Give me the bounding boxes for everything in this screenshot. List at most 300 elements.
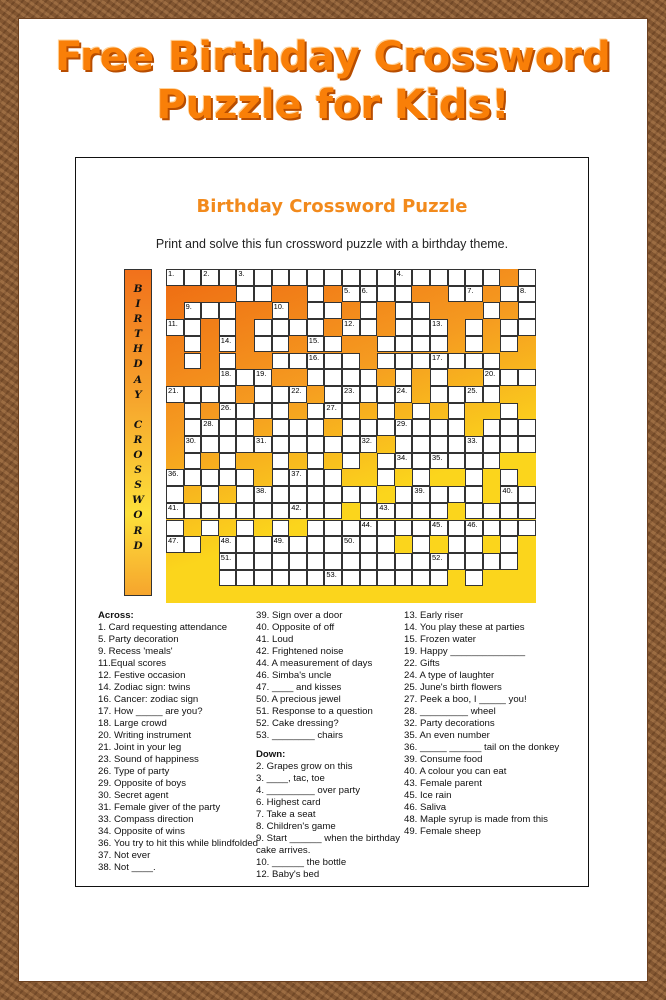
numbered-grid-cell[interactable] bbox=[395, 386, 413, 403]
numbered-grid-cell[interactable] bbox=[360, 286, 378, 303]
grid-cell[interactable] bbox=[289, 486, 307, 503]
grid-cell[interactable] bbox=[272, 403, 290, 420]
numbered-grid-cell[interactable] bbox=[307, 336, 325, 353]
grid-cell[interactable] bbox=[518, 369, 536, 386]
grid-cell[interactable] bbox=[342, 570, 360, 587]
grid-cell[interactable] bbox=[272, 386, 290, 403]
grid-cell[interactable] bbox=[219, 269, 237, 286]
grid-cell[interactable] bbox=[483, 386, 501, 403]
grid-cell[interactable] bbox=[219, 570, 237, 587]
numbered-grid-cell[interactable] bbox=[219, 553, 237, 570]
grid-cell[interactable] bbox=[483, 353, 501, 370]
grid-cell[interactable] bbox=[201, 302, 219, 319]
grid-cell[interactable] bbox=[430, 369, 448, 386]
grid-cell[interactable] bbox=[412, 419, 430, 436]
grid-cell[interactable] bbox=[254, 553, 272, 570]
grid-cell[interactable] bbox=[184, 319, 202, 336]
grid-cell[interactable] bbox=[307, 503, 325, 520]
grid-cell[interactable] bbox=[360, 419, 378, 436]
numbered-grid-cell[interactable] bbox=[289, 469, 307, 486]
numbered-grid-cell[interactable] bbox=[289, 503, 307, 520]
grid-cell[interactable] bbox=[289, 436, 307, 453]
grid-cell[interactable] bbox=[465, 336, 483, 353]
grid-cell[interactable] bbox=[360, 319, 378, 336]
numbered-grid-cell[interactable] bbox=[465, 436, 483, 453]
grid-cell[interactable] bbox=[289, 319, 307, 336]
grid-cell[interactable] bbox=[500, 536, 518, 553]
cell-number: 28. bbox=[203, 419, 214, 429]
banner-letter: S bbox=[134, 479, 142, 492]
grid-cell[interactable] bbox=[184, 419, 202, 436]
grid-cell[interactable] bbox=[412, 570, 430, 587]
grid-cell[interactable] bbox=[395, 353, 413, 370]
grid-cell[interactable] bbox=[166, 520, 184, 537]
grid-cell[interactable] bbox=[430, 386, 448, 403]
grid-cell[interactable] bbox=[219, 353, 237, 370]
grid-cell[interactable] bbox=[430, 486, 448, 503]
numbered-grid-cell[interactable] bbox=[254, 436, 272, 453]
grid-cell[interactable] bbox=[360, 386, 378, 403]
grid-cell[interactable] bbox=[272, 503, 290, 520]
numbered-grid-cell[interactable] bbox=[465, 520, 483, 537]
grid-cell[interactable] bbox=[201, 469, 219, 486]
grid-cell[interactable] bbox=[254, 269, 272, 286]
grid-cell[interactable] bbox=[360, 553, 378, 570]
grid-cell[interactable] bbox=[272, 469, 290, 486]
numbered-grid-cell[interactable] bbox=[500, 486, 518, 503]
grid-cell[interactable] bbox=[360, 503, 378, 520]
grid-cell[interactable] bbox=[307, 486, 325, 503]
banner-letter: T bbox=[134, 328, 142, 341]
grid-cell[interactable] bbox=[272, 353, 290, 370]
grid-cell[interactable] bbox=[377, 269, 395, 286]
grid-cell[interactable] bbox=[395, 336, 413, 353]
grid-cell[interactable] bbox=[483, 453, 501, 470]
grid-cell[interactable] bbox=[254, 286, 272, 303]
numbered-grid-cell[interactable] bbox=[272, 536, 290, 553]
numbered-grid-cell[interactable] bbox=[360, 436, 378, 453]
grid-cell[interactable] bbox=[324, 469, 342, 486]
grid-cell[interactable] bbox=[307, 419, 325, 436]
numbered-grid-cell[interactable] bbox=[518, 286, 536, 303]
grid-cell[interactable] bbox=[430, 419, 448, 436]
numbered-grid-cell[interactable] bbox=[219, 536, 237, 553]
grid-cell[interactable] bbox=[324, 520, 342, 537]
numbered-grid-cell[interactable] bbox=[430, 353, 448, 370]
grid-cell[interactable] bbox=[201, 436, 219, 453]
grid-cell[interactable] bbox=[465, 269, 483, 286]
grid-cell[interactable] bbox=[448, 453, 466, 470]
grid-cell[interactable] bbox=[500, 286, 518, 303]
grid-cell[interactable] bbox=[412, 469, 430, 486]
grid-cell[interactable] bbox=[395, 553, 413, 570]
grid-cell[interactable] bbox=[500, 403, 518, 420]
grid-cell[interactable] bbox=[324, 353, 342, 370]
grid-cell[interactable] bbox=[483, 503, 501, 520]
grid-cell[interactable] bbox=[518, 503, 536, 520]
grid-cell[interactable] bbox=[236, 536, 254, 553]
grid-cell[interactable] bbox=[324, 503, 342, 520]
grid-cell[interactable] bbox=[448, 386, 466, 403]
grid-cell[interactable] bbox=[307, 570, 325, 587]
grid-cell[interactable] bbox=[465, 469, 483, 486]
cell-number: 45. bbox=[432, 519, 443, 529]
grid-cell[interactable] bbox=[395, 570, 413, 587]
grid-cell[interactable] bbox=[448, 553, 466, 570]
grid-cell[interactable] bbox=[500, 319, 518, 336]
grid-cell[interactable] bbox=[219, 319, 237, 336]
grid-cell[interactable] bbox=[324, 486, 342, 503]
grid-cell[interactable] bbox=[184, 403, 202, 420]
grid-cell[interactable] bbox=[395, 503, 413, 520]
grid-cell[interactable] bbox=[377, 353, 395, 370]
grid-cell[interactable] bbox=[324, 302, 342, 319]
grid-cell[interactable] bbox=[184, 386, 202, 403]
grid-cell[interactable] bbox=[483, 436, 501, 453]
grid-cell[interactable] bbox=[184, 453, 202, 470]
grid-cell[interactable] bbox=[500, 336, 518, 353]
grid-cell[interactable] bbox=[500, 419, 518, 436]
grid-cell[interactable] bbox=[219, 469, 237, 486]
grid-cell[interactable] bbox=[395, 319, 413, 336]
grid-cell[interactable] bbox=[236, 419, 254, 436]
numbered-grid-cell[interactable] bbox=[430, 553, 448, 570]
grid-cell[interactable] bbox=[236, 553, 254, 570]
grid-cell[interactable] bbox=[500, 369, 518, 386]
numbered-grid-cell[interactable] bbox=[342, 536, 360, 553]
grid-cell[interactable] bbox=[307, 436, 325, 453]
grid-cell[interactable] bbox=[236, 286, 254, 303]
grid-cell[interactable] bbox=[236, 520, 254, 537]
grid-cell[interactable] bbox=[412, 403, 430, 420]
numbered-grid-cell[interactable] bbox=[166, 503, 184, 520]
grid-cell[interactable] bbox=[483, 302, 501, 319]
numbered-grid-cell[interactable] bbox=[395, 453, 413, 470]
grid-cell[interactable] bbox=[360, 269, 378, 286]
cell-number: 48. bbox=[220, 536, 232, 546]
grid-cell[interactable] bbox=[412, 436, 430, 453]
grid-cell[interactable] bbox=[342, 553, 360, 570]
grid-cell[interactable] bbox=[272, 520, 290, 537]
grid-cell[interactable] bbox=[465, 453, 483, 470]
grid-cell[interactable] bbox=[448, 419, 466, 436]
numbered-grid-cell[interactable] bbox=[342, 319, 360, 336]
grid-cell[interactable] bbox=[254, 403, 272, 420]
grid-cell[interactable] bbox=[254, 503, 272, 520]
grid-cell[interactable] bbox=[448, 269, 466, 286]
numbered-grid-cell[interactable] bbox=[342, 286, 360, 303]
grid-cell[interactable] bbox=[342, 403, 360, 420]
numbered-grid-cell[interactable] bbox=[465, 386, 483, 403]
grid-cell[interactable] bbox=[166, 486, 184, 503]
grid-cell[interactable] bbox=[518, 269, 536, 286]
grid-cell[interactable] bbox=[254, 336, 272, 353]
grid-cell[interactable] bbox=[219, 436, 237, 453]
grid-cell[interactable] bbox=[377, 553, 395, 570]
grid-cell[interactable] bbox=[219, 453, 237, 470]
grid-cell[interactable] bbox=[430, 269, 448, 286]
grid-cell[interactable] bbox=[272, 269, 290, 286]
grid-cell[interactable] bbox=[254, 319, 272, 336]
numbered-grid-cell[interactable] bbox=[219, 336, 237, 353]
grid-cell[interactable] bbox=[360, 570, 378, 587]
grid-cell[interactable] bbox=[395, 436, 413, 453]
grid-cell[interactable] bbox=[289, 353, 307, 370]
grid-cell[interactable] bbox=[236, 469, 254, 486]
grid-cell[interactable] bbox=[272, 419, 290, 436]
grid-cell[interactable] bbox=[360, 302, 378, 319]
grid-cell[interactable] bbox=[465, 486, 483, 503]
grid-cell[interactable] bbox=[184, 336, 202, 353]
numbered-grid-cell[interactable] bbox=[395, 269, 413, 286]
grid-cell[interactable] bbox=[395, 369, 413, 386]
numbered-grid-cell[interactable] bbox=[166, 386, 184, 403]
grid-cell[interactable] bbox=[500, 469, 518, 486]
grid-cell[interactable] bbox=[483, 269, 501, 286]
grid-cell[interactable] bbox=[448, 536, 466, 553]
grid-cell[interactable] bbox=[395, 486, 413, 503]
grid-cell[interactable] bbox=[448, 286, 466, 303]
grid-cell[interactable] bbox=[324, 436, 342, 453]
grid-cell[interactable] bbox=[342, 453, 360, 470]
grid-cell[interactable] bbox=[483, 520, 501, 537]
grid-cell[interactable] bbox=[500, 553, 518, 570]
grid-cell[interactable] bbox=[518, 419, 536, 436]
grid-cell[interactable] bbox=[448, 486, 466, 503]
grid-cell[interactable] bbox=[307, 520, 325, 537]
grid-cell[interactable] bbox=[342, 269, 360, 286]
numbered-grid-cell[interactable] bbox=[324, 570, 342, 587]
grid-cell[interactable] bbox=[483, 553, 501, 570]
grid-cell[interactable] bbox=[289, 419, 307, 436]
numbered-grid-cell[interactable] bbox=[219, 403, 237, 420]
grid-cell[interactable] bbox=[360, 486, 378, 503]
grid-cell[interactable] bbox=[307, 453, 325, 470]
grid-cell[interactable] bbox=[430, 570, 448, 587]
grid-cell[interactable] bbox=[272, 553, 290, 570]
grid-cell[interactable] bbox=[430, 336, 448, 353]
grid-cell[interactable] bbox=[342, 419, 360, 436]
numbered-grid-cell[interactable] bbox=[307, 353, 325, 370]
cell-number: 17. bbox=[432, 352, 443, 362]
grid-cell[interactable] bbox=[465, 503, 483, 520]
grid-cell[interactable] bbox=[219, 419, 237, 436]
grid-cell[interactable] bbox=[518, 436, 536, 453]
grid-cell[interactable] bbox=[342, 369, 360, 386]
grid-cell[interactable] bbox=[412, 553, 430, 570]
grid-cell[interactable] bbox=[254, 570, 272, 587]
grid-cell[interactable] bbox=[201, 520, 219, 537]
grid-cell[interactable] bbox=[254, 536, 272, 553]
grid-cell[interactable] bbox=[272, 336, 290, 353]
grid-cell[interactable] bbox=[307, 369, 325, 386]
grid-cell[interactable] bbox=[272, 570, 290, 587]
numbered-grid-cell[interactable] bbox=[430, 453, 448, 470]
grid-cell[interactable] bbox=[360, 536, 378, 553]
grid-cell[interactable] bbox=[272, 436, 290, 453]
grid-cell[interactable] bbox=[448, 353, 466, 370]
grid-cell[interactable] bbox=[289, 570, 307, 587]
grid-cell[interactable] bbox=[430, 436, 448, 453]
numbered-grid-cell[interactable] bbox=[166, 319, 184, 336]
grid-cell[interactable] bbox=[412, 336, 430, 353]
grid-cell[interactable] bbox=[236, 503, 254, 520]
grid-cell[interactable] bbox=[465, 553, 483, 570]
numbered-grid-cell[interactable] bbox=[483, 369, 501, 386]
grid-cell[interactable] bbox=[307, 302, 325, 319]
numbered-grid-cell[interactable] bbox=[395, 419, 413, 436]
grid-cell[interactable] bbox=[412, 353, 430, 370]
grid-cell[interactable] bbox=[412, 536, 430, 553]
grid-cell[interactable] bbox=[448, 436, 466, 453]
numbered-grid-cell[interactable] bbox=[166, 536, 184, 553]
cell-number: 31. bbox=[256, 436, 267, 445]
grid-cell[interactable] bbox=[324, 553, 342, 570]
grid-cell[interactable] bbox=[377, 536, 395, 553]
grid-cell[interactable] bbox=[184, 353, 202, 370]
grid-cell[interactable] bbox=[307, 469, 325, 486]
cell-number: 51. bbox=[220, 552, 232, 562]
grid-cell[interactable] bbox=[377, 419, 395, 436]
grid-cell[interactable] bbox=[518, 302, 536, 319]
numbered-grid-cell[interactable] bbox=[184, 436, 202, 453]
grid-cell[interactable] bbox=[236, 570, 254, 587]
grid-cell[interactable] bbox=[307, 319, 325, 336]
grid-cell[interactable] bbox=[342, 353, 360, 370]
grid-cell[interactable] bbox=[236, 369, 254, 386]
numbered-grid-cell[interactable] bbox=[184, 302, 202, 319]
cell-number: 39. bbox=[414, 486, 425, 496]
numbered-grid-cell[interactable] bbox=[360, 520, 378, 537]
grid-cell[interactable] bbox=[184, 503, 202, 520]
grid-cell[interactable] bbox=[377, 469, 395, 486]
grid-cell[interactable] bbox=[465, 319, 483, 336]
grid-cell[interactable] bbox=[342, 436, 360, 453]
grid-cell[interactable] bbox=[184, 469, 202, 486]
numbered-grid-cell[interactable] bbox=[324, 403, 342, 420]
numbered-grid-cell[interactable] bbox=[166, 469, 184, 486]
grid-cell[interactable] bbox=[377, 570, 395, 587]
numbered-grid-cell[interactable] bbox=[272, 302, 290, 319]
grid-cell[interactable] bbox=[448, 520, 466, 537]
grid-cell[interactable] bbox=[307, 286, 325, 303]
grid-cell[interactable] bbox=[360, 369, 378, 386]
grid-cell[interactable] bbox=[342, 520, 360, 537]
numbered-grid-cell[interactable] bbox=[219, 369, 237, 386]
grid-cell[interactable] bbox=[236, 486, 254, 503]
grid-cell[interactable] bbox=[500, 436, 518, 453]
grid-cell[interactable] bbox=[465, 570, 483, 587]
grid-cell[interactable] bbox=[395, 286, 413, 303]
numbered-grid-cell[interactable] bbox=[377, 503, 395, 520]
numbered-grid-cell[interactable] bbox=[412, 486, 430, 503]
grid-cell[interactable] bbox=[324, 369, 342, 386]
grid-cell[interactable] bbox=[377, 453, 395, 470]
numbered-grid-cell[interactable] bbox=[465, 286, 483, 303]
grid-cell[interactable] bbox=[465, 536, 483, 553]
numbered-grid-cell[interactable] bbox=[430, 520, 448, 537]
grid-cell[interactable] bbox=[184, 269, 202, 286]
grid-cell[interactable] bbox=[324, 386, 342, 403]
numbered-grid-cell[interactable] bbox=[236, 269, 254, 286]
grid-cell[interactable] bbox=[272, 319, 290, 336]
grid-cell[interactable] bbox=[412, 503, 430, 520]
grid-cell[interactable] bbox=[377, 403, 395, 420]
grid-cell[interactable] bbox=[201, 486, 219, 503]
grid-cell[interactable] bbox=[289, 536, 307, 553]
numbered-grid-cell[interactable] bbox=[289, 386, 307, 403]
grid-cell[interactable] bbox=[377, 286, 395, 303]
grid-cell[interactable] bbox=[430, 503, 448, 520]
grid-cell[interactable] bbox=[289, 553, 307, 570]
grid-cell[interactable] bbox=[272, 486, 290, 503]
cell-number: 5. bbox=[344, 285, 351, 295]
cell-number: 42. bbox=[291, 502, 302, 512]
grid-cell[interactable] bbox=[342, 486, 360, 503]
numbered-grid-cell[interactable] bbox=[254, 486, 272, 503]
numbered-grid-cell[interactable] bbox=[201, 269, 219, 286]
grid-cell[interactable] bbox=[307, 403, 325, 420]
grid-cell[interactable] bbox=[412, 319, 430, 336]
numbered-grid-cell[interactable] bbox=[430, 319, 448, 336]
grid-cell[interactable] bbox=[236, 403, 254, 420]
grid-cell[interactable] bbox=[518, 520, 536, 537]
grid-cell[interactable] bbox=[324, 536, 342, 553]
grid-cell[interactable] bbox=[518, 319, 536, 336]
grid-cell[interactable] bbox=[377, 520, 395, 537]
grid-cell[interactable] bbox=[377, 336, 395, 353]
clue-item: 16. Cancer: zodiac sign bbox=[98, 694, 199, 705]
grid-cell[interactable] bbox=[448, 403, 466, 420]
grid-cell[interactable] bbox=[272, 453, 290, 470]
page-title bbox=[19, 33, 647, 129]
grid-cell[interactable] bbox=[307, 269, 325, 286]
grid-cell[interactable] bbox=[518, 486, 536, 503]
grid-cell[interactable] bbox=[395, 302, 413, 319]
grid-cell[interactable] bbox=[307, 553, 325, 570]
grid-cell[interactable] bbox=[412, 302, 430, 319]
grid-cell[interactable] bbox=[377, 386, 395, 403]
clue-item: 36. _____ ______ tail on the donkey bbox=[404, 742, 560, 753]
grid-cell[interactable] bbox=[412, 269, 430, 286]
grid-cell[interactable] bbox=[236, 436, 254, 453]
grid-cell[interactable] bbox=[289, 269, 307, 286]
grid-cell[interactable] bbox=[307, 536, 325, 553]
clue-item: 38. Not ____. bbox=[98, 862, 156, 873]
grid-cell[interactable] bbox=[219, 503, 237, 520]
grid-cell[interactable] bbox=[324, 336, 342, 353]
grid-cell[interactable] bbox=[465, 353, 483, 370]
numbered-grid-cell[interactable] bbox=[254, 369, 272, 386]
grid-cell[interactable] bbox=[395, 520, 413, 537]
grid-cell[interactable] bbox=[483, 419, 501, 436]
numbered-grid-cell[interactable] bbox=[166, 269, 184, 286]
grid-cell[interactable] bbox=[324, 269, 342, 286]
clue-item: 23. Sound of happiness bbox=[98, 754, 199, 765]
grid-cell[interactable] bbox=[184, 536, 202, 553]
grid-cell[interactable] bbox=[500, 503, 518, 520]
grid-cell[interactable] bbox=[219, 386, 237, 403]
grid-cell[interactable] bbox=[412, 520, 430, 537]
grid-cell[interactable] bbox=[201, 386, 219, 403]
grid-cell[interactable] bbox=[219, 302, 237, 319]
numbered-grid-cell[interactable] bbox=[201, 419, 219, 436]
grid-cell[interactable] bbox=[201, 503, 219, 520]
grid-cell[interactable] bbox=[254, 386, 272, 403]
numbered-grid-cell[interactable] bbox=[342, 386, 360, 403]
grid-cell[interactable] bbox=[412, 453, 430, 470]
grid-cell[interactable] bbox=[500, 520, 518, 537]
